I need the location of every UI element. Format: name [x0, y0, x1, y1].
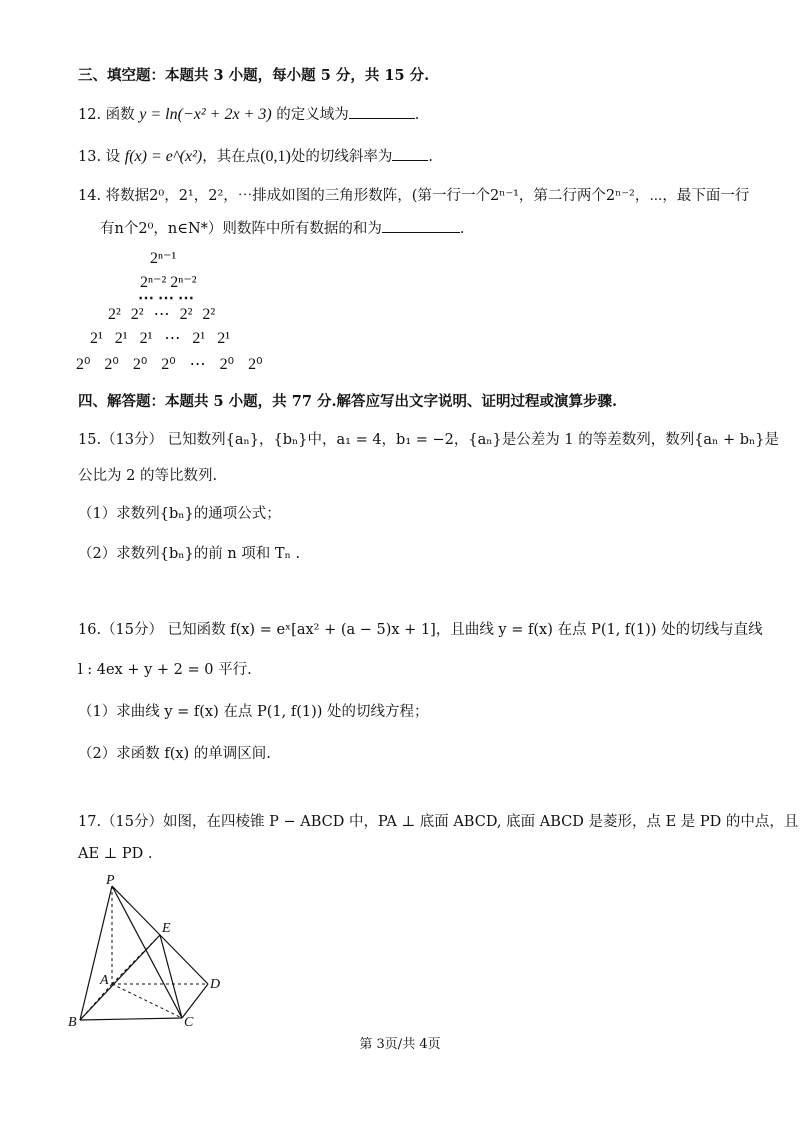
section3-heading: 三、填空题：本题共 3 小题，每小题 5 分，共 15 分.	[78, 67, 430, 84]
question-14-line2: 有n个2⁰，n∈N*）则数阵中所有数据的和为 .	[100, 218, 465, 239]
question-text: 已知数列{aₙ}，{bₙ}中，a₁ = 4，b₁ = −2，{aₙ}是公差为 1 的等差数列，数列{aₙ + bₙ}是	[167, 432, 779, 448]
vertex-label-B: B	[68, 1015, 77, 1030]
pyramid-figure	[60, 870, 250, 1030]
question-number: 16.	[78, 622, 102, 638]
question-17-line2: AE ⊥ PD .	[78, 846, 153, 862]
question-text: 将数据2⁰，2¹，2²，⋯排成如图的三角形数阵，(第一行一个2ⁿ⁻¹，第二行两个2ⁿ⁻²，⋯，最下面一行	[105, 188, 750, 204]
answer-blank	[349, 104, 415, 119]
question-17-line1	[78, 812, 798, 832]
answer-blank	[382, 218, 460, 233]
vertex-label-D: D	[210, 977, 221, 992]
question-score: （13分）	[101, 432, 164, 448]
triangle-row-2: 2ⁿ⁻² 2ⁿ⁻²	[140, 274, 197, 291]
question-15-part1: （1）求数列{bₙ}的通项公式；	[78, 506, 281, 522]
vertex-label-P: P	[106, 873, 115, 888]
triangle-row-6: 2⁰ 2⁰ 2⁰ 2⁰ ⋯ 2⁰ 2⁰	[76, 356, 263, 373]
edge-EC	[160, 935, 182, 1018]
question-15-line2: 公比为 2 的等比数列.	[78, 468, 218, 484]
question-formula: f(x) = e^(x²)	[124, 148, 203, 165]
question-number: 15.	[78, 432, 102, 448]
question-number: 12.	[78, 107, 102, 123]
question-formula: y = ln(−x² + 2x + 3)	[139, 106, 272, 123]
edge-CD	[182, 984, 208, 1018]
question-16-line1	[78, 620, 763, 640]
vertex-label-C: C	[184, 1015, 194, 1030]
question-text: 已知函数 f(x) = eˣ[ax² + (a − 5)x + 1]，且曲线 y = f(x) 在点 P(1, f(1)) 处的切线与直线	[167, 622, 763, 638]
question-15-line1	[78, 430, 779, 450]
question-mid: ，其在点	[202, 149, 261, 165]
triangle-row-5: 2¹ 2¹ 2¹ ⋯ 2¹ 2¹	[90, 330, 230, 347]
question-13: 13. 设 f(x) = e^(x²)，其在点(0,1)处的切线斜率为 .	[78, 148, 433, 165]
triangle-row-3: ⋯ ⋯ ⋯	[138, 290, 194, 307]
question-score: （15分）	[101, 814, 164, 830]
page-footer: 第 3页/共 4页	[359, 1037, 441, 1052]
vertex-label-A: A	[100, 973, 109, 988]
question-16-part1: （1）求曲线 y = f(x) 在点 P(1, f(1)) 处的切线方程；	[78, 704, 429, 720]
edge-BC	[80, 1018, 182, 1020]
triangle-row-1: 2ⁿ⁻¹	[150, 250, 177, 267]
question-point: (0,1)	[260, 148, 291, 165]
edge-PC	[112, 886, 182, 1018]
question-tail: 处的切线斜率为	[290, 149, 393, 165]
question-12: 12. 函数 y = ln(−x² + 2x + 3) 的定义域为 .	[78, 106, 420, 123]
answer-blank	[392, 146, 428, 161]
question-number: 13.	[78, 149, 102, 165]
question-score: （15分）	[101, 622, 164, 638]
question-14-line1	[78, 186, 749, 206]
question-16-part2: （2）求函数 f(x) 的单调区间.	[78, 746, 271, 762]
question-tail: 的定义域为	[276, 107, 349, 123]
question-number: 14.	[78, 188, 102, 204]
edge-PB	[80, 886, 112, 1020]
triangle-row-4: 2² 2² ⋯ 2² 2²	[108, 306, 216, 323]
question-16-line2: l : 4ex + y + 2 = 0 平行.	[78, 662, 252, 678]
edge-AC	[112, 984, 182, 1018]
vertex-label-E: E	[162, 921, 171, 936]
question-lead: 函数	[105, 107, 135, 123]
question-15-part2: （2）求数列{bₙ}的前 n 项和 Tₙ .	[78, 546, 301, 562]
question-text: 如图，在四棱锥 P − ABCD 中，PA ⊥ 底面 ABCD, 底面 ABCD 是菱形，点 E 是 PD 的中点，且	[163, 814, 799, 830]
question-text: 有n个2⁰，n∈N*）则数阵中所有数据的和为	[100, 221, 382, 237]
question-lead: 设	[105, 149, 121, 165]
question-number: 17.	[78, 814, 102, 830]
section4-heading: 四、解答题：本题共 5 小题，共 77 分.解答应写出文字说明、证明过程或演算步骤.	[78, 393, 618, 410]
